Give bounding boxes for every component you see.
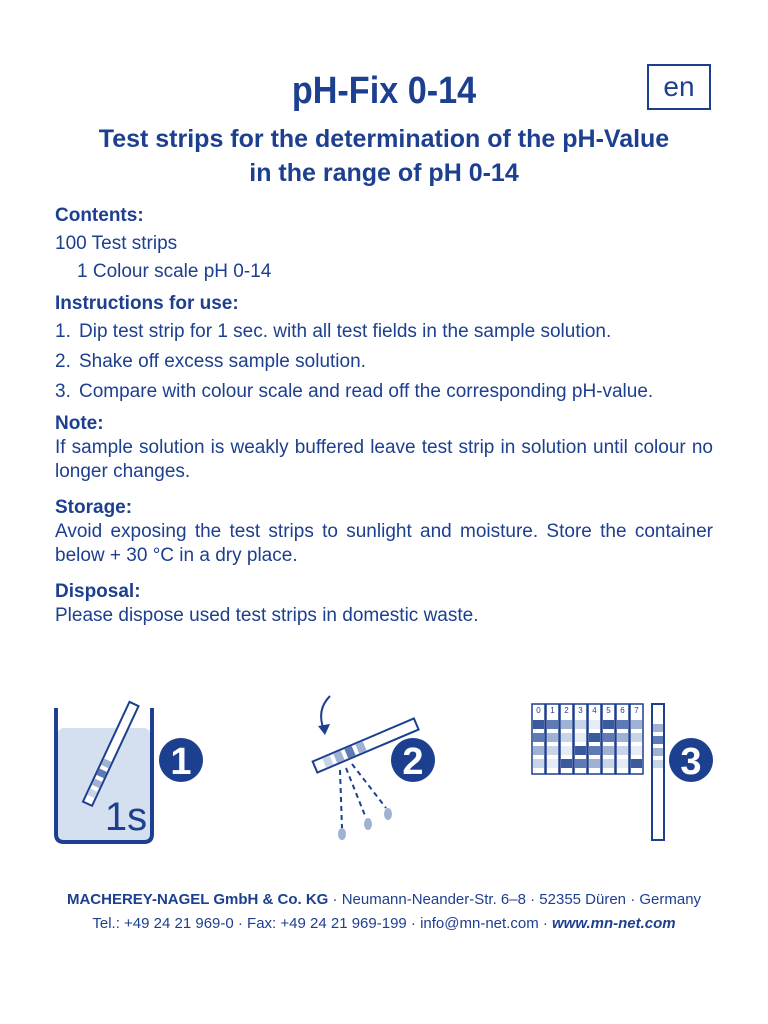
drop (384, 808, 392, 820)
instruction-step (55, 380, 713, 404)
note-text: If sample solution is weakly buffered leave test strip in solution until colour no longer changes. (55, 437, 713, 482)
drop (338, 828, 346, 840)
language-badge: en (647, 64, 711, 110)
scale-field (631, 733, 642, 742)
scale-column (546, 704, 559, 774)
disposal-heading: Disposal: (55, 581, 141, 602)
scale-field (617, 759, 628, 768)
scale-field (575, 733, 586, 742)
scale-field (603, 733, 614, 742)
storage-heading: Storage: (55, 497, 133, 518)
scale-label: 3 (578, 706, 583, 715)
subtitle-line-2: in the range of pH 0-14 (249, 159, 519, 187)
scale-field (575, 759, 586, 768)
scale-column (532, 704, 545, 774)
colour-scale-illustration (532, 704, 713, 840)
scale-field (561, 720, 572, 729)
step-text: Shake off excess sample solution. (79, 351, 366, 372)
scale-field (561, 733, 572, 742)
instruction-illustrations (0, 690, 768, 850)
footer-line-2 (0, 912, 768, 936)
scale-field (575, 746, 586, 755)
instruction-step (55, 350, 713, 374)
page-title: pH-Fix 0-14 (291, 70, 477, 112)
scale-field (533, 759, 544, 768)
scale-label: 5 (606, 706, 611, 715)
scale-field (547, 759, 558, 768)
drop (364, 818, 372, 830)
scale-field (589, 759, 600, 768)
instructions-list (55, 320, 713, 404)
step-3-number: 3 (680, 741, 702, 783)
scale-label: 4 (592, 706, 597, 715)
scale-field (589, 720, 600, 729)
scale-label: 7 (634, 706, 639, 715)
contents-line-2: 1 Colour scale pH 0-14 (77, 261, 272, 282)
instructions-heading: Instructions for use: (55, 293, 239, 314)
scale-label: 1 (550, 706, 555, 715)
scale-field (617, 733, 628, 742)
instruction-step (55, 320, 713, 344)
scale-column (560, 704, 573, 774)
company-name: MACHEREY-NAGEL GmbH & Co. KG (66, 891, 329, 908)
scale-field (603, 746, 614, 755)
scale-column (574, 704, 587, 774)
step-number: 3. (55, 381, 71, 402)
scale-label: 2 (564, 706, 569, 715)
scale-label: 0 (536, 706, 541, 715)
disposal-text: Please dispose used test strips in domestic waste. (55, 605, 479, 626)
scale-column (630, 704, 643, 774)
scale-field (631, 746, 642, 755)
scale-field (617, 746, 628, 755)
scale-field (547, 733, 558, 742)
step-1-number: 1 (170, 741, 192, 783)
arrow-head (318, 724, 330, 735)
scale-field (631, 720, 642, 729)
step-text: Compare with colour scale and read off the corresponding pH-value. (79, 381, 654, 402)
shake-illustration (313, 696, 435, 840)
time-label: 1s (104, 795, 148, 839)
scale-field (547, 720, 558, 729)
subtitle-line-1: Test strips for the determination of the pH-Value (98, 125, 670, 153)
scale-field (533, 733, 544, 742)
scale-field (617, 720, 628, 729)
scale-field (575, 720, 586, 729)
scale-field (561, 746, 572, 755)
step-number: 1. (55, 321, 71, 342)
footer-line-1 (0, 888, 768, 912)
step-text: Dip test strip for 1 sec. with all test fields in the sample solution. (79, 321, 612, 342)
scale-column (588, 704, 601, 774)
content-section (55, 204, 713, 628)
step-2-number: 2 (402, 741, 424, 783)
storage-text: Avoid exposing the test strips to sunlight and moisture. Store the container below + 30 °C in a dry place. (55, 521, 713, 566)
contents-heading: Contents: (55, 205, 144, 226)
scale-column (602, 704, 615, 774)
scale-label: 6 (620, 706, 625, 715)
contact-info: Tel.: +49 24 21 969-0 · Fax: +49 24 21 969-199 · info@mn-net.com · (92, 915, 553, 932)
comparison-strip (652, 704, 664, 840)
company-address: · Neumann-Neander-Str. 6–8 · 52355 Düren · Germany (328, 891, 702, 908)
contents-line-1: 100 Test strips (55, 233, 178, 254)
step-number: 2. (55, 351, 71, 372)
footer (0, 888, 768, 936)
scale-field (603, 759, 614, 768)
scale-field (603, 720, 614, 729)
scale-field (589, 733, 600, 742)
scale-field (547, 746, 558, 755)
scale-field (533, 720, 544, 729)
beaker-illustration (56, 702, 203, 842)
subtitle (0, 122, 768, 190)
note-heading: Note: (55, 413, 104, 434)
scale-field (589, 746, 600, 755)
scale-field (561, 759, 572, 768)
scale-field (533, 746, 544, 755)
website-link[interactable]: www.mn-net.com (552, 915, 676, 932)
colour-scale (532, 704, 643, 774)
drip-lines (340, 764, 386, 828)
scale-field (631, 759, 642, 768)
scale-column (616, 704, 629, 774)
